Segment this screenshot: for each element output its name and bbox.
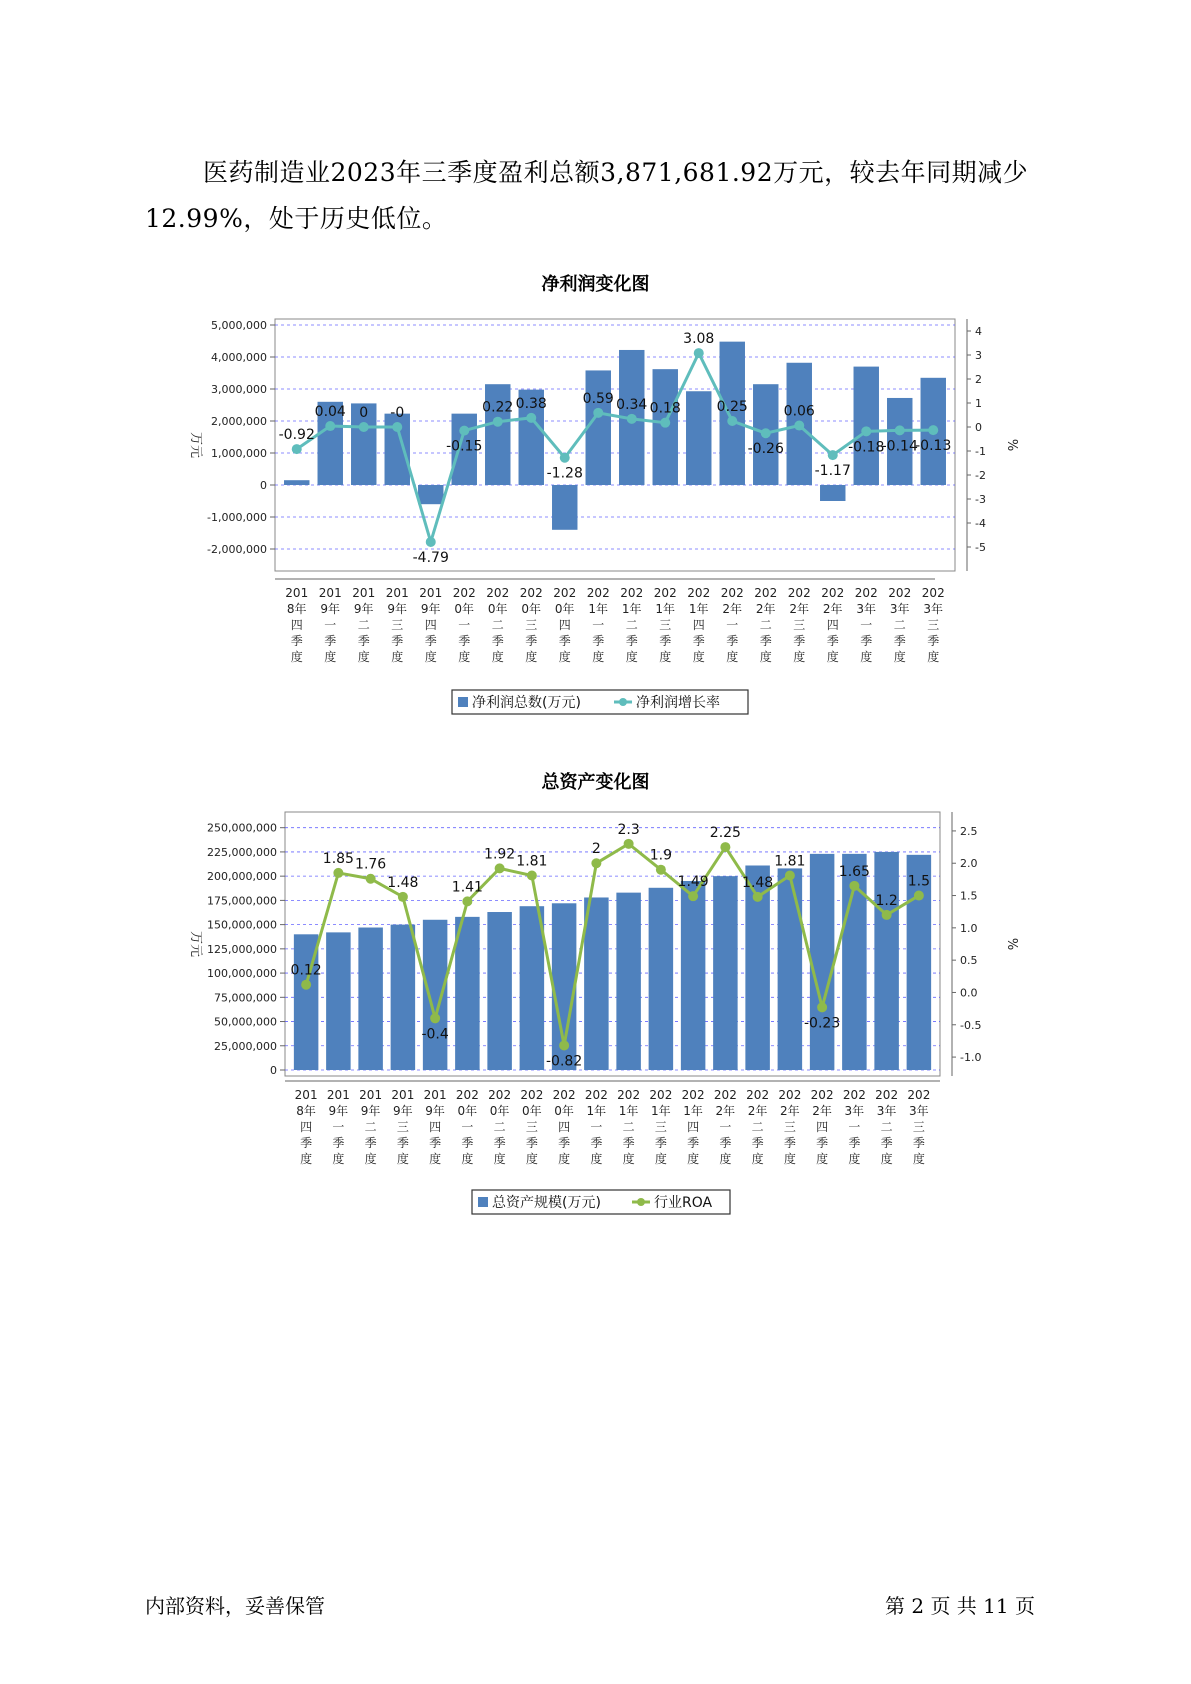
line-point (292, 444, 302, 454)
y2-tick-label: 0.0 (960, 986, 978, 1000)
data-label: 1.92 (484, 846, 516, 863)
y-tick-label: 100,000,000 (207, 967, 277, 981)
y2-tick-label: 1.5 (960, 889, 978, 903)
net-profit-chart (0, 300, 1191, 720)
bar (616, 893, 641, 1070)
y-axis-title: 万元 (188, 930, 203, 958)
data-label: 1.9 (649, 847, 673, 864)
legend-swatch-bar (458, 697, 468, 707)
bar (552, 485, 577, 530)
x-tick-label: 201 9年三季度 (391, 1088, 415, 1166)
data-label: 1.65 (838, 863, 870, 880)
bar (423, 920, 448, 1070)
data-label: 1.81 (774, 853, 806, 870)
line-point (462, 896, 472, 906)
data-label: -0.18 (848, 439, 885, 456)
data-label: 1.49 (677, 874, 709, 891)
line-point (426, 537, 436, 547)
x-tick-label: 202 0年四季度 (552, 1088, 576, 1166)
line-point (526, 413, 536, 423)
line-point (398, 892, 408, 902)
line-point (459, 426, 469, 436)
bar (686, 391, 711, 485)
x-tick-label: 202 2年四季度 (821, 586, 845, 664)
bar (854, 367, 879, 485)
y2-tick-label: 2.0 (960, 857, 978, 871)
data-label: 0.18 (649, 400, 681, 417)
x-tick-label: 202 1年四季度 (687, 586, 711, 664)
bar (326, 932, 351, 1070)
line-point (882, 910, 892, 920)
legend-swatch-point (637, 1198, 645, 1206)
line-point (493, 417, 503, 427)
y-tick-label: 2,000,000 (211, 415, 267, 428)
x-tick-label: 202 3年二季度 (875, 1088, 899, 1166)
line-point (785, 871, 795, 881)
data-label: -0.14 (881, 438, 918, 455)
bar (586, 370, 611, 485)
line-point (560, 453, 570, 463)
data-label: 1.76 (355, 856, 387, 873)
x-tick-label: 202 1年三季度 (653, 586, 677, 664)
data-label: 0.34 (616, 396, 648, 413)
y-tick-label: 25,000,000 (214, 1039, 277, 1053)
data-label: 1.85 (322, 850, 354, 867)
x-tick-label: 201 9年一季度 (318, 586, 342, 664)
bar (455, 917, 480, 1070)
line-point (828, 450, 838, 460)
y-tick-label: 150,000,000 (207, 918, 277, 932)
y-tick-label: 0 (260, 479, 267, 492)
y2-axis-title: % (1004, 438, 1019, 452)
legend-label-bar: 总资产规模(万元) (492, 1195, 601, 1211)
x-tick-label: 202 3年一季度 (854, 586, 878, 664)
data-label: 2.3 (617, 821, 640, 838)
data-label: -1.17 (814, 463, 851, 480)
data-label: 1.48 (387, 874, 419, 891)
y-tick-label: 0 (270, 1064, 277, 1077)
x-tick-label: 202 1年四季度 (681, 1088, 705, 1166)
line-point (817, 1002, 827, 1012)
bar (778, 868, 803, 1070)
x-tick-label: 201 9年一季度 (326, 1088, 350, 1166)
data-label: 0 (359, 405, 369, 421)
footer-page-number: 第 2 页 共 11 页 (885, 1594, 1035, 1618)
chart-title-total-assets: 总资产变化图 (541, 772, 650, 793)
data-label: -0 (390, 405, 405, 421)
y-tick-label: 175,000,000 (207, 894, 277, 908)
y-tick-label: -2,000,000 (207, 543, 267, 556)
data-label: 1.41 (451, 879, 483, 896)
line-point (928, 425, 938, 435)
legend-label-line: 行业ROA (654, 1195, 713, 1211)
footer-confidential-note: 内部资料，妥善保管 (145, 1594, 325, 1618)
line-point (895, 425, 905, 435)
legend-label-bar: 净利润总数(万元) (472, 695, 581, 711)
data-label: 2.25 (709, 825, 741, 842)
data-label: 0.04 (314, 404, 346, 421)
bar (820, 485, 845, 501)
data-label: 1.2 (875, 892, 898, 909)
data-label: 1.81 (516, 853, 548, 870)
data-label: -0.13 (915, 438, 952, 455)
x-tick-label: 202 3年三季度 (921, 586, 945, 664)
x-tick-label: 202 0年一季度 (452, 586, 476, 664)
data-label: 0.59 (582, 390, 614, 407)
y-tick-label: 225,000,000 (207, 845, 277, 859)
x-tick-label: 202 0年三季度 (519, 586, 543, 664)
line-point (720, 842, 730, 852)
data-label: 0.12 (290, 962, 322, 979)
data-label: 1.5 (907, 873, 931, 890)
data-label: -0.26 (747, 441, 784, 458)
line-point (325, 421, 335, 431)
x-tick-label: 202 3年二季度 (888, 586, 912, 664)
line-point (694, 348, 704, 358)
x-tick-label: 202 2年三季度 (778, 1088, 802, 1166)
summary-paragraph: 医药制造业2023年三季度盈利总额3,871,681.92万元，较去年同期减少12.99%，处于历史低位。 (145, 158, 1029, 233)
bar (391, 925, 416, 1070)
y-tick-label: 50,000,000 (214, 1015, 277, 1029)
y2-tick-label: -4 (975, 517, 986, 530)
y2-tick-label: 1 (975, 397, 982, 410)
line-point (794, 421, 804, 431)
x-tick-label: 202 0年一季度 (455, 1088, 479, 1166)
y2-tick-label: -3 (975, 493, 986, 506)
bar (584, 897, 609, 1070)
y2-tick-label: 2.5 (960, 824, 978, 838)
line-point (627, 414, 637, 424)
x-tick-label: 202 1年一季度 (586, 586, 610, 664)
legend-swatch-point (619, 698, 627, 706)
line-point (593, 408, 603, 418)
x-tick-label: 201 9年三季度 (385, 586, 409, 664)
line-point (359, 422, 369, 432)
line-point (333, 868, 343, 878)
data-label: 0.22 (482, 399, 514, 416)
y2-tick-label: -0.5 (960, 1018, 982, 1032)
data-label: 0.25 (716, 399, 748, 415)
y-tick-label: 5,000,000 (211, 319, 267, 332)
data-label: 0.06 (783, 403, 815, 420)
y-tick-label: 1,000,000 (211, 447, 267, 460)
x-tick-label: 201 9年四季度 (423, 1088, 447, 1166)
bar (487, 912, 512, 1070)
y2-tick-label: -1.0 (960, 1051, 982, 1065)
line-point (624, 839, 634, 849)
x-tick-label: 201 9年二季度 (359, 1088, 383, 1166)
data-label: 1.48 (742, 874, 774, 891)
line-point (591, 858, 601, 868)
x-tick-label: 202 0年二季度 (488, 1088, 512, 1166)
y2-tick-label: -2 (975, 469, 986, 482)
line-point (727, 416, 737, 426)
line-point (430, 1013, 440, 1023)
line-point (301, 980, 311, 990)
x-tick-label: 201 8年四季度 (285, 586, 309, 664)
legend (452, 690, 748, 714)
y-tick-label: 200,000,000 (207, 870, 277, 884)
line-point (392, 422, 402, 432)
bar (874, 852, 899, 1070)
x-tick-label: 201 9年二季度 (352, 586, 376, 664)
bar (520, 906, 545, 1070)
total-assets-chart (0, 798, 1191, 1218)
x-tick-label: 202 2年一季度 (713, 1088, 737, 1166)
y2-tick-label: 0 (975, 421, 982, 434)
x-tick-label: 202 2年二季度 (754, 586, 778, 664)
line-point (656, 865, 666, 875)
line-point (753, 892, 763, 902)
line-point (527, 871, 537, 881)
data-label: -0.82 (546, 1053, 583, 1070)
bar (418, 485, 443, 504)
bar (681, 881, 706, 1070)
y2-tick-label: 4 (975, 325, 982, 338)
data-label: -0.23 (804, 1015, 841, 1032)
line-point (688, 891, 698, 901)
bar (810, 854, 835, 1070)
x-tick-label: 202 0年三季度 (520, 1088, 544, 1166)
y2-tick-label: -1 (975, 445, 986, 458)
x-tick-label: 202 0年二季度 (486, 586, 510, 664)
line-point (366, 874, 376, 884)
x-tick-label: 202 2年四季度 (810, 1088, 834, 1166)
y-tick-label: -1,000,000 (207, 511, 267, 524)
bar (649, 888, 674, 1070)
y-tick-label: 4,000,000 (211, 351, 267, 364)
x-tick-label: 202 2年二季度 (746, 1088, 770, 1166)
y2-tick-label: 3 (975, 349, 982, 362)
x-tick-label: 202 1年一季度 (584, 1088, 608, 1166)
y2-tick-label: 2 (975, 373, 982, 386)
line-point (660, 418, 670, 428)
data-label: 2 (591, 841, 601, 858)
y2-tick-label: 1.0 (960, 921, 978, 935)
chart-title-net-profit: 净利润变化图 (541, 274, 650, 295)
legend (472, 1190, 730, 1214)
x-tick-label: 202 3年三季度 (907, 1088, 931, 1166)
x-tick-label: 201 9年四季度 (419, 586, 443, 664)
bar (358, 928, 383, 1070)
y2-tick-label: -5 (975, 541, 986, 554)
data-label: 0.38 (515, 395, 547, 412)
x-tick-label: 201 8年四季度 (294, 1088, 318, 1166)
data-label: -0.4 (421, 1026, 449, 1043)
data-label: -1.28 (546, 465, 583, 482)
y-tick-label: 75,000,000 (214, 991, 277, 1005)
line-point (849, 881, 859, 891)
line-point (914, 891, 924, 901)
x-tick-label: 202 1年二季度 (620, 586, 644, 664)
x-tick-label: 202 0年四季度 (553, 586, 577, 664)
legend-swatch-bar (478, 1197, 488, 1207)
y-axis-title: 万元 (188, 431, 203, 459)
y2-tick-label: 0.5 (960, 954, 978, 968)
data-label: 3.08 (683, 331, 715, 348)
line-point (495, 863, 505, 873)
x-tick-label: 202 1年三季度 (649, 1088, 673, 1166)
x-tick-label: 202 2年一季度 (720, 586, 744, 664)
y2-axis-title: % (1004, 937, 1019, 951)
y-tick-label: 3,000,000 (211, 383, 267, 396)
line-point (559, 1040, 569, 1050)
line-point (761, 428, 771, 438)
x-tick-label: 202 1年二季度 (617, 1088, 641, 1166)
data-label: -0.15 (446, 438, 483, 455)
bar (713, 876, 738, 1070)
legend-label-line: 净利润增长率 (636, 695, 720, 711)
data-label: -4.79 (412, 549, 449, 566)
bar (284, 480, 309, 485)
data-label: -0.92 (278, 427, 315, 444)
line-point (861, 426, 871, 436)
x-tick-label: 202 2年三季度 (787, 586, 811, 664)
y-tick-label: 250,000,000 (207, 821, 277, 835)
x-tick-label: 202 3年一季度 (842, 1088, 866, 1166)
y-tick-label: 125,000,000 (207, 942, 277, 956)
